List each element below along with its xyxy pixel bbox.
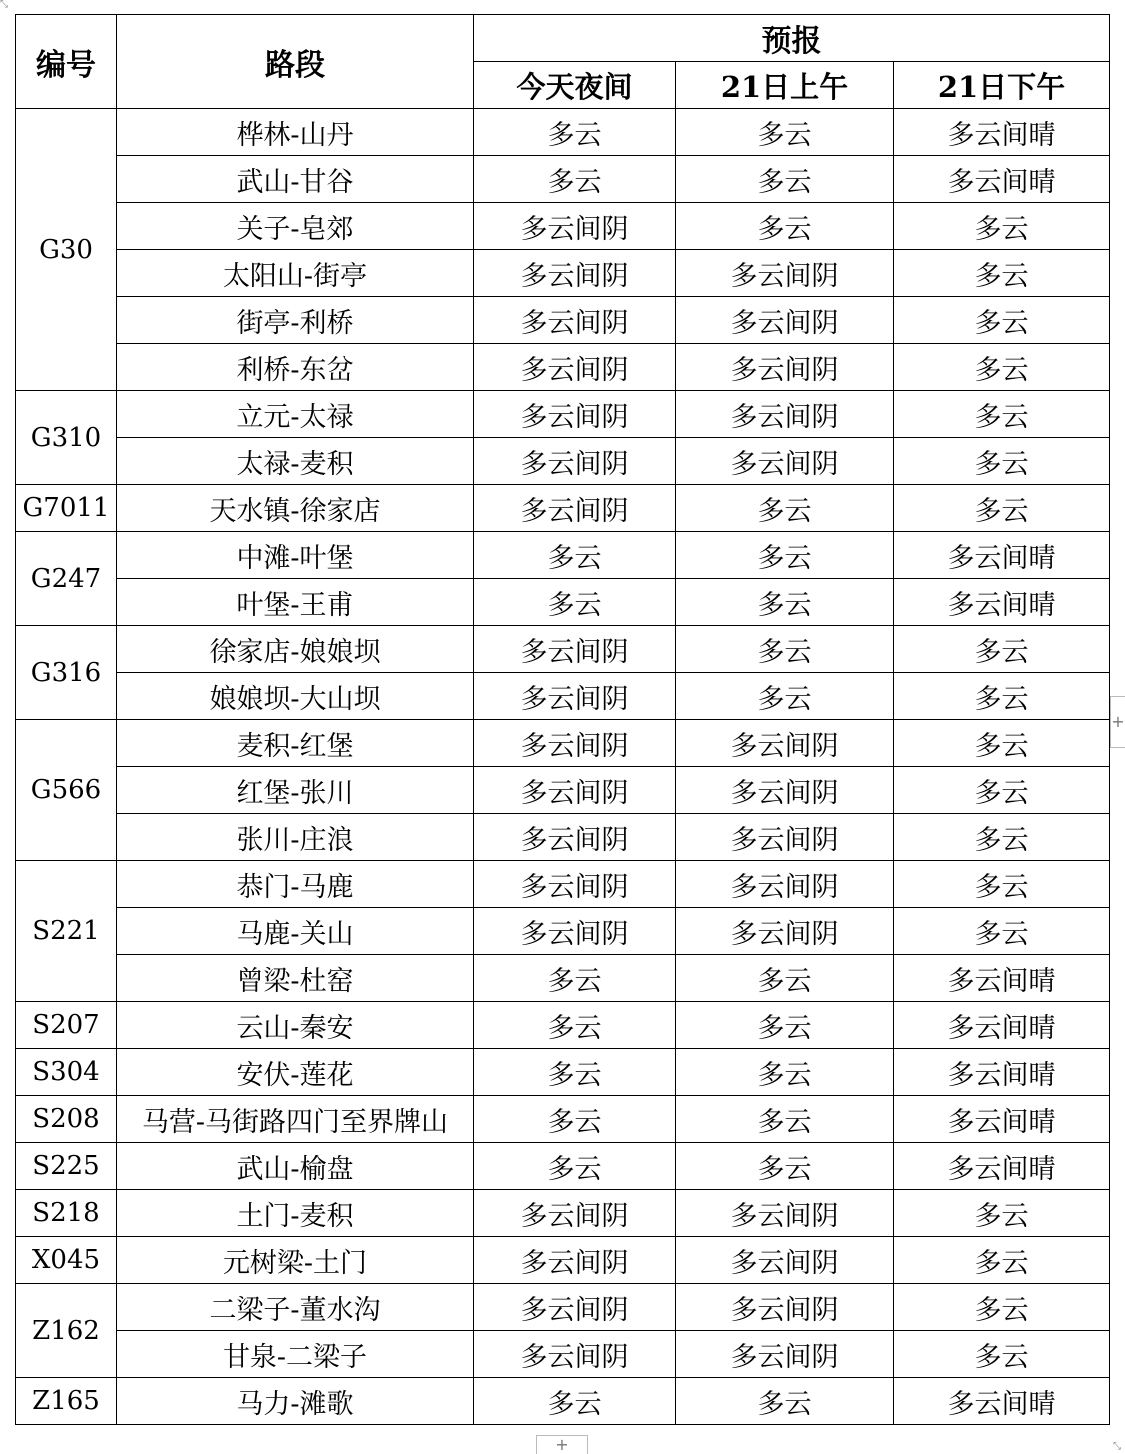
- forecast-21-afternoon-cell[interactable]: 多云间晴: [894, 1378, 1110, 1425]
- forecast-21-afternoon-cell[interactable]: 多云: [894, 1237, 1110, 1284]
- table-row: [16, 438, 1110, 485]
- table-row: [16, 391, 1110, 438]
- route-code-cell[interactable]: G30: [16, 109, 117, 391]
- forecast-21-afternoon-cell[interactable]: 多云: [894, 250, 1110, 297]
- road-section-cell[interactable]: 二梁子-董水沟: [117, 1284, 474, 1331]
- route-code-cell[interactable]: G310: [16, 391, 117, 485]
- table-row: [16, 579, 1110, 626]
- forecast-tonight-cell[interactable]: 多云间阴: [474, 1237, 676, 1284]
- road-section-cell[interactable]: 中滩-叶堡: [117, 532, 474, 579]
- road-section-cell[interactable]: 马力-滩歌: [117, 1378, 474, 1425]
- forecast-tonight-cell[interactable]: 多云间阴: [474, 297, 676, 344]
- forecast-tonight-cell[interactable]: 多云间阴: [474, 673, 676, 720]
- route-code-cell[interactable]: Z162: [16, 1284, 117, 1378]
- header-period-21-morning: 21日上午: [676, 62, 894, 109]
- forecast-21-morning-cell[interactable]: 多云间阴: [676, 720, 894, 767]
- forecast-21-morning-cell[interactable]: 多云间阴: [676, 814, 894, 861]
- forecast-21-morning-cell[interactable]: 多云: [676, 1378, 894, 1425]
- forecast-tonight-cell[interactable]: 多云间阴: [474, 720, 676, 767]
- forecast-21-morning-cell[interactable]: 多云: [676, 1143, 894, 1190]
- route-code-cell[interactable]: S218: [16, 1190, 117, 1237]
- forecast-21-morning-cell[interactable]: 多云: [676, 1049, 894, 1096]
- table-row: [16, 297, 1110, 344]
- forecast-tonight-cell[interactable]: 多云间阴: [474, 626, 676, 673]
- forecast-21-afternoon-cell[interactable]: 多云间晴: [894, 955, 1110, 1002]
- forecast-21-morning-cell[interactable]: 多云: [676, 203, 894, 250]
- forecast-tonight-cell[interactable]: 多云间阴: [474, 438, 676, 485]
- road-section-cell[interactable]: 马鹿-关山: [117, 908, 474, 955]
- road-section-cell[interactable]: 桦林-山丹: [117, 109, 474, 156]
- forecast-21-afternoon-cell[interactable]: 多云间晴: [894, 1143, 1110, 1190]
- forecast-21-afternoon-cell[interactable]: 多云间晴: [894, 156, 1110, 203]
- forecast-21-afternoon-cell[interactable]: 多云间晴: [894, 579, 1110, 626]
- forecast-tonight-cell[interactable]: 多云间阴: [474, 1331, 676, 1378]
- forecast-tonight-cell[interactable]: 多云: [474, 579, 676, 626]
- route-code-cell[interactable]: S225: [16, 1143, 117, 1190]
- forecast-21-afternoon-cell[interactable]: 多云: [894, 344, 1110, 391]
- table-row: [16, 1143, 1110, 1190]
- forecast-21-afternoon-cell[interactable]: 多云: [894, 485, 1110, 532]
- header-code: 编号: [16, 15, 117, 109]
- forecast-21-afternoon-cell[interactable]: 多云间晴: [894, 1002, 1110, 1049]
- table-row: [16, 532, 1110, 579]
- forecast-tonight-cell[interactable]: 多云: [474, 156, 676, 203]
- road-section-cell[interactable]: 徐家店-娘娘坝: [117, 626, 474, 673]
- forecast-21-afternoon-cell[interactable]: 多云: [894, 1284, 1110, 1331]
- forecast-21-morning-cell[interactable]: 多云间阴: [676, 861, 894, 908]
- road-section-cell[interactable]: 街亭-利桥: [117, 297, 474, 344]
- forecast-21-morning-cell[interactable]: 多云间阴: [676, 1237, 894, 1284]
- forecast-21-afternoon-cell[interactable]: 多云: [894, 720, 1110, 767]
- forecast-21-afternoon-cell[interactable]: 多云: [894, 1190, 1110, 1237]
- header-section: 路段: [117, 15, 474, 109]
- road-section-cell[interactable]: 太禄-麦积: [117, 438, 474, 485]
- road-section-cell[interactable]: 马营-马街路四门至界牌山: [117, 1096, 474, 1143]
- forecast-tonight-cell[interactable]: 多云: [474, 1378, 676, 1425]
- forecast-21-morning-cell[interactable]: 多云: [676, 109, 894, 156]
- road-section-cell[interactable]: 安伏-莲花: [117, 1049, 474, 1096]
- forecast-tonight-cell[interactable]: 多云间阴: [474, 485, 676, 532]
- forecast-21-morning-cell[interactable]: 多云间阴: [676, 1284, 894, 1331]
- forecast-21-morning-cell[interactable]: 多云间阴: [676, 250, 894, 297]
- route-code-cell[interactable]: S221: [16, 861, 117, 1002]
- forecast-21-afternoon-cell[interactable]: 多云: [894, 438, 1110, 485]
- forecast-tonight-cell[interactable]: 多云: [474, 1096, 676, 1143]
- forecast-21-morning-cell[interactable]: 多云间阴: [676, 1331, 894, 1378]
- forecast-21-morning-cell[interactable]: 多云: [676, 1096, 894, 1143]
- table-resize-top-left-icon[interactable]: ⤡: [0, 0, 8, 10]
- header-period-tonight: 今天夜间: [474, 62, 676, 109]
- table-row: [16, 109, 1110, 156]
- table-row: [16, 156, 1110, 203]
- table-row: [16, 1284, 1110, 1331]
- road-section-cell[interactable]: 武山-甘谷: [117, 156, 474, 203]
- road-section-cell[interactable]: 武山-榆盘: [117, 1143, 474, 1190]
- forecast-21-morning-cell[interactable]: 多云间阴: [676, 767, 894, 814]
- header-row-1: [16, 15, 1110, 62]
- table-row: [16, 344, 1110, 391]
- table-row: [16, 720, 1110, 767]
- table-row: [16, 955, 1110, 1002]
- forecast-21-morning-cell[interactable]: 多云: [676, 1002, 894, 1049]
- forecast-21-morning-cell[interactable]: 多云间阴: [676, 908, 894, 955]
- add-column-button[interactable]: +: [1110, 696, 1125, 748]
- road-section-cell[interactable]: 利桥-东岔: [117, 344, 474, 391]
- forecast-21-morning-cell[interactable]: 多云: [676, 673, 894, 720]
- road-section-cell[interactable]: 恭门-马鹿: [117, 861, 474, 908]
- table-row: [16, 1378, 1110, 1425]
- table-row: [16, 814, 1110, 861]
- table-resize-bottom-right-icon[interactable]: ⤡: [1113, 1441, 1121, 1452]
- table-row: [16, 203, 1110, 250]
- road-section-cell[interactable]: 元树梁-土门: [117, 1237, 474, 1284]
- forecast-table-container: [15, 14, 1109, 1425]
- table-row: [16, 485, 1110, 532]
- forecast-21-morning-cell[interactable]: 多云间阴: [676, 1190, 894, 1237]
- forecast-tonight-cell[interactable]: 多云: [474, 532, 676, 579]
- route-code-cell[interactable]: G316: [16, 626, 117, 720]
- road-forecast-table: [15, 14, 1110, 1425]
- table-row: [16, 1049, 1110, 1096]
- forecast-21-afternoon-cell[interactable]: 多云间晴: [894, 1049, 1110, 1096]
- forecast-21-morning-cell[interactable]: 多云: [676, 532, 894, 579]
- forecast-21-afternoon-cell[interactable]: 多云: [894, 767, 1110, 814]
- forecast-21-morning-cell[interactable]: 多云: [676, 485, 894, 532]
- table-row: [16, 673, 1110, 720]
- header-period-21-afternoon: 21日下午: [894, 62, 1110, 109]
- forecast-tonight-cell[interactable]: 多云间阴: [474, 1284, 676, 1331]
- route-code-cell[interactable]: S207: [16, 1002, 117, 1049]
- forecast-tonight-cell[interactable]: 多云: [474, 1002, 676, 1049]
- forecast-21-morning-cell[interactable]: 多云: [676, 955, 894, 1002]
- forecast-21-morning-cell[interactable]: 多云间阴: [676, 391, 894, 438]
- table-row: [16, 1190, 1110, 1237]
- forecast-tonight-cell[interactable]: 多云: [474, 1049, 676, 1096]
- forecast-tonight-cell[interactable]: 多云间阴: [474, 1190, 676, 1237]
- road-section-cell[interactable]: 云山-秦安: [117, 1002, 474, 1049]
- table-row: [16, 1331, 1110, 1378]
- forecast-tonight-cell[interactable]: 多云间阴: [474, 344, 676, 391]
- forecast-21-morning-cell[interactable]: 多云: [676, 156, 894, 203]
- road-section-cell[interactable]: 娘娘坝-大山坝: [117, 673, 474, 720]
- forecast-21-afternoon-cell[interactable]: 多云: [894, 861, 1110, 908]
- forecast-tonight-cell[interactable]: 多云间阴: [474, 767, 676, 814]
- route-code-cell[interactable]: S208: [16, 1096, 117, 1143]
- route-code-cell[interactable]: G247: [16, 532, 117, 626]
- forecast-21-morning-cell[interactable]: 多云间阴: [676, 297, 894, 344]
- table-row: [16, 1002, 1110, 1049]
- forecast-21-afternoon-cell[interactable]: 多云: [894, 1331, 1110, 1378]
- forecast-tonight-cell[interactable]: 多云间阴: [474, 391, 676, 438]
- forecast-tonight-cell[interactable]: 多云: [474, 955, 676, 1002]
- table-row: [16, 250, 1110, 297]
- forecast-tonight-cell[interactable]: 多云间阴: [474, 861, 676, 908]
- forecast-21-morning-cell[interactable]: 多云: [676, 626, 894, 673]
- table-row: [16, 908, 1110, 955]
- route-code-cell[interactable]: G7011: [16, 485, 117, 532]
- forecast-21-morning-cell[interactable]: 多云: [676, 579, 894, 626]
- forecast-21-afternoon-cell[interactable]: 多云: [894, 297, 1110, 344]
- road-section-cell[interactable]: 甘泉-二梁子: [117, 1331, 474, 1378]
- forecast-tonight-cell[interactable]: 多云: [474, 109, 676, 156]
- forecast-21-afternoon-cell[interactable]: 多云间晴: [894, 532, 1110, 579]
- table-row: [16, 861, 1110, 908]
- road-section-cell[interactable]: 叶堡-王甫: [117, 579, 474, 626]
- forecast-tonight-cell[interactable]: 多云间阴: [474, 250, 676, 297]
- road-section-cell[interactable]: 张川-庄浪: [117, 814, 474, 861]
- forecast-tonight-cell[interactable]: 多云间阴: [474, 908, 676, 955]
- header-forecast: 预报: [474, 15, 1110, 62]
- forecast-tonight-cell[interactable]: 多云间阴: [474, 203, 676, 250]
- road-section-cell[interactable]: 土门-麦积: [117, 1190, 474, 1237]
- road-section-cell[interactable]: 关子-皂郊: [117, 203, 474, 250]
- route-code-cell[interactable]: G566: [16, 720, 117, 861]
- table-row: [16, 1096, 1110, 1143]
- road-section-cell[interactable]: 立元-太禄: [117, 391, 474, 438]
- road-section-cell[interactable]: 太阳山-街亭: [117, 250, 474, 297]
- table-row: [16, 626, 1110, 673]
- forecast-21-afternoon-cell[interactable]: 多云: [894, 673, 1110, 720]
- road-section-cell[interactable]: 红堡-张川: [117, 767, 474, 814]
- forecast-tonight-cell[interactable]: 多云间阴: [474, 814, 676, 861]
- forecast-21-afternoon-cell[interactable]: 多云间晴: [894, 1096, 1110, 1143]
- forecast-21-afternoon-cell[interactable]: 多云间晴: [894, 109, 1110, 156]
- table-row: [16, 1237, 1110, 1284]
- forecast-21-morning-cell[interactable]: 多云间阴: [676, 438, 894, 485]
- road-section-cell[interactable]: 麦积-红堡: [117, 720, 474, 767]
- route-code-cell[interactable]: X045: [16, 1237, 117, 1284]
- table-row: [16, 767, 1110, 814]
- route-code-cell[interactable]: Z165: [16, 1378, 117, 1425]
- forecast-21-afternoon-cell[interactable]: 多云: [894, 626, 1110, 673]
- forecast-21-morning-cell[interactable]: 多云间阴: [676, 344, 894, 391]
- road-section-cell[interactable]: 曾梁-杜窑: [117, 955, 474, 1002]
- route-code-cell[interactable]: S304: [16, 1049, 117, 1096]
- forecast-21-afternoon-cell[interactable]: 多云: [894, 391, 1110, 438]
- forecast-tonight-cell[interactable]: 多云: [474, 1143, 676, 1190]
- forecast-table-body: [16, 109, 1110, 1425]
- forecast-21-afternoon-cell[interactable]: 多云: [894, 203, 1110, 250]
- forecast-21-afternoon-cell[interactable]: 多云: [894, 814, 1110, 861]
- forecast-21-afternoon-cell[interactable]: 多云: [894, 908, 1110, 955]
- road-section-cell[interactable]: 天水镇-徐家店: [117, 485, 474, 532]
- add-row-button[interactable]: +: [536, 1435, 588, 1454]
